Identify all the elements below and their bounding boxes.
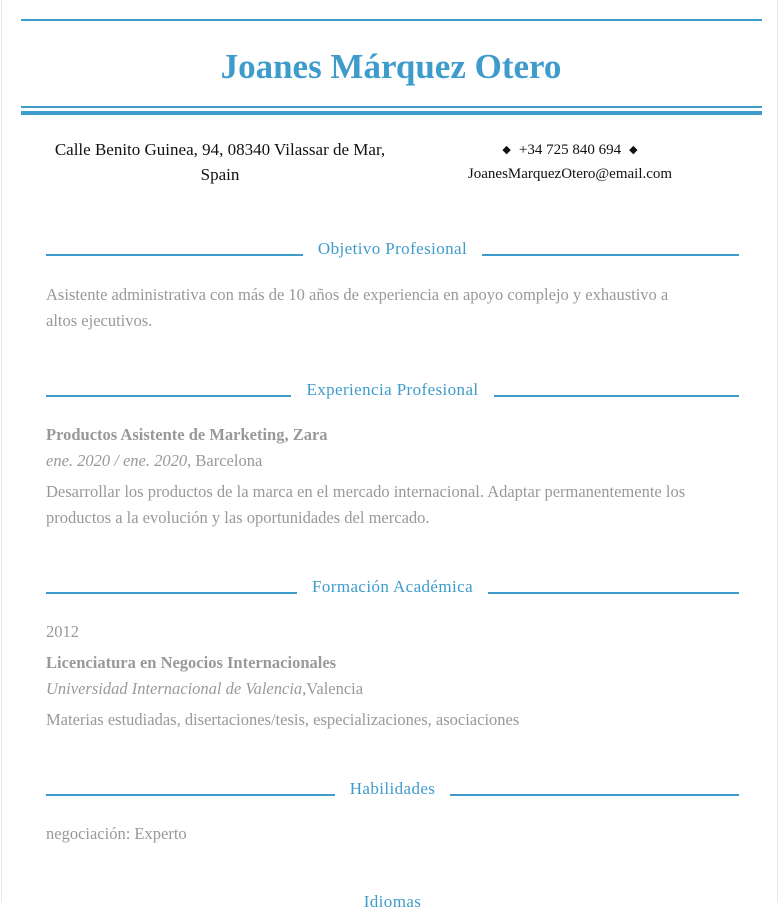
job-title: Productos Asistente de Marketing, Zara	[46, 425, 328, 444]
degree: Licenciatura en Negocios Internacionales	[46, 653, 337, 672]
header-rule-thin	[21, 106, 762, 108]
diamond-icon: ◆	[502, 144, 511, 156]
section-rule	[46, 254, 303, 256]
job-meta	[46, 448, 746, 474]
section-header-habilidades	[46, 777, 739, 801]
section-rule	[482, 254, 739, 256]
education-details: Materias estudiadas, disertaciones/tesis, especializaciones, asociaciones	[46, 710, 520, 729]
section-rule	[46, 592, 297, 594]
education-entry	[46, 619, 746, 733]
school-meta	[46, 676, 746, 702]
job-desc-line-1: Desarrollar los productos de la marca en el mercado internacional. Adaptar permanentemente los	[46, 482, 686, 501]
skill-item: negociación: Experto	[46, 824, 187, 843]
diamond-icon: ◆	[629, 144, 638, 156]
top-rule	[21, 19, 762, 21]
section-rule	[488, 592, 739, 594]
section-title: Objetivo Profesional	[317, 239, 468, 258]
address-line-1: Calle Benito Guinea, 94, 08340 Vilassar de Mar,	[54, 140, 386, 159]
school-location: ,Valencia	[302, 679, 364, 698]
section-title: Habilidades	[349, 779, 436, 798]
section-rule	[46, 794, 335, 796]
address	[40, 137, 400, 187]
section-header-formacion	[46, 575, 739, 599]
candidate-name: Joanes Márquez Otero	[220, 47, 562, 86]
address-line-2: Spain	[200, 165, 240, 184]
section-title: Idiomas	[363, 892, 422, 911]
header-rule-thick	[21, 111, 762, 115]
phone: +34 725 840 694	[518, 142, 622, 158]
school-name: Universidad Internacional de Valencia	[46, 679, 303, 698]
section-title: Formación Académica	[312, 577, 474, 596]
resume-page	[1, 0, 778, 911]
job-location: , Barcelona	[187, 451, 263, 470]
experience-entry	[46, 422, 746, 531]
job-dates: ene. 2020 / ene. 2020	[46, 451, 188, 470]
objetivo-text	[46, 282, 746, 334]
objetivo-line-1: Asistente administrativa con más de 10 años de experiencia en apoyo complejo y exhaustivo a	[46, 285, 669, 304]
objetivo-line-2: altos ejecutivos.	[46, 311, 153, 330]
section-header-objetivo	[46, 237, 739, 261]
job-desc-line-2: productos a la evolución y las oportunidades del mercado.	[46, 508, 430, 527]
section-rule	[494, 395, 739, 397]
section-rule	[46, 395, 291, 397]
section-rule	[450, 794, 739, 796]
education-year: 2012	[46, 622, 79, 641]
contact-info	[450, 138, 690, 186]
section-header-idiomas	[46, 890, 739, 914]
section-header-experiencia	[46, 378, 739, 402]
email: JoanesMarquezOtero@email.com	[467, 166, 673, 182]
section-title: Experiencia Profesional	[306, 380, 479, 399]
